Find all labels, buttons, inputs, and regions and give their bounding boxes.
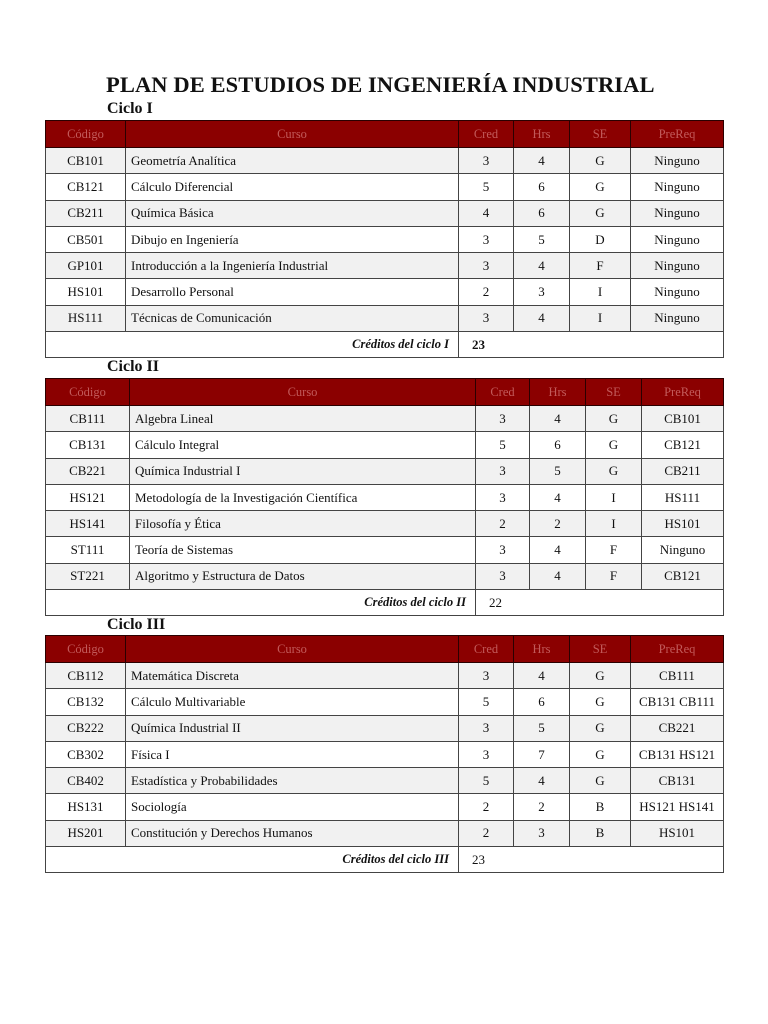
cred-cell: 3	[459, 226, 514, 252]
curso-cell: Introducción a la Ingeniería Industrial	[126, 253, 459, 279]
table-row	[46, 537, 724, 563]
codigo-cell: HS131	[46, 794, 126, 820]
se-cell: D	[570, 226, 631, 252]
se-cell: B	[570, 820, 631, 846]
credits-total-label: Créditos del ciclo I	[46, 332, 459, 358]
cred-cell: 2	[459, 794, 514, 820]
header-codigo: Código	[46, 379, 130, 406]
table-row	[46, 484, 724, 510]
codigo-cell: HS201	[46, 820, 126, 846]
prereq-cell: Ninguno	[631, 148, 724, 174]
se-cell: I	[570, 279, 631, 305]
se-cell: G	[586, 432, 642, 458]
curso-cell: Geometría Analítica	[126, 148, 459, 174]
hrs-cell: 4	[530, 406, 586, 432]
hrs-cell: 6	[514, 174, 570, 200]
table-row	[46, 820, 724, 846]
se-cell: I	[586, 484, 642, 510]
hrs-cell: 4	[530, 484, 586, 510]
curso-cell: Algoritmo y Estructura de Datos	[130, 563, 476, 589]
prereq-cell: CB131 HS121	[631, 741, 724, 767]
table-row	[46, 715, 724, 741]
curso-cell: Algebra Lineal	[130, 406, 476, 432]
prereq-cell: Ninguno	[631, 226, 724, 252]
prereq-cell: Ninguno	[631, 279, 724, 305]
codigo-cell: CB501	[46, 226, 126, 252]
header-cred: Cred	[476, 379, 530, 406]
ciclo-3-heading: Ciclo III	[107, 616, 166, 633]
table-row	[46, 148, 724, 174]
header-prereq: PreReq	[642, 379, 724, 406]
cred-cell: 4	[459, 200, 514, 226]
table-row	[46, 794, 724, 820]
hrs-cell: 6	[514, 200, 570, 226]
table-row	[46, 174, 724, 200]
table-row	[46, 432, 724, 458]
table-row	[46, 563, 724, 589]
header-curso: Curso	[130, 379, 476, 406]
se-cell: F	[570, 253, 631, 279]
curso-cell: Técnicas de Comunicación	[126, 305, 459, 331]
prereq-cell: CB101	[642, 406, 724, 432]
header-prereq: PreReq	[631, 636, 724, 663]
se-cell: G	[570, 148, 631, 174]
cred-cell: 5	[476, 432, 530, 458]
header-codigo: Código	[46, 121, 126, 148]
prereq-cell: HS121 HS141	[631, 794, 724, 820]
se-cell: G	[570, 174, 631, 200]
prereq-cell: Ninguno	[631, 253, 724, 279]
se-cell: G	[570, 768, 631, 794]
prereq-cell: Ninguno	[631, 174, 724, 200]
curso-cell: Constitución y Derechos Humanos	[126, 820, 459, 846]
header-se: SE	[570, 636, 631, 663]
se-cell: I	[570, 305, 631, 331]
prereq-cell: CB131	[631, 768, 724, 794]
cred-cell: 3	[459, 148, 514, 174]
curso-cell: Estadística y Probabilidades	[126, 768, 459, 794]
codigo-cell: CB132	[46, 689, 126, 715]
credits-total-row	[46, 847, 724, 873]
header-hrs: Hrs	[514, 121, 570, 148]
hrs-cell: 5	[530, 458, 586, 484]
codigo-cell: CB131	[46, 432, 130, 458]
cred-cell: 2	[459, 279, 514, 305]
prereq-cell: HS101	[642, 511, 724, 537]
table-header-row	[46, 121, 724, 148]
table-row	[46, 689, 724, 715]
page-title: PLAN DE ESTUDIOS DE INGENIERÍA INDUSTRIAL	[106, 72, 655, 97]
prereq-cell: HS111	[642, 484, 724, 510]
prereq-cell: Ninguno	[631, 200, 724, 226]
credits-total-label: Créditos del ciclo III	[46, 847, 459, 873]
ciclo-3-table	[45, 635, 724, 873]
cred-cell: 3	[459, 253, 514, 279]
curso-cell: Filosofía y Ética	[130, 511, 476, 537]
ciclo-1-table	[45, 120, 724, 358]
curso-cell: Desarrollo Personal	[126, 279, 459, 305]
hrs-cell: 4	[530, 537, 586, 563]
prereq-cell: Ninguno	[631, 305, 724, 331]
se-cell: G	[570, 715, 631, 741]
table-row	[46, 663, 724, 689]
header-se: SE	[586, 379, 642, 406]
se-cell: G	[570, 741, 631, 767]
codigo-cell: CB402	[46, 768, 126, 794]
hrs-cell: 2	[530, 511, 586, 537]
hrs-cell: 4	[514, 148, 570, 174]
credits-total-value: 23	[459, 847, 514, 873]
cred-cell: 3	[476, 484, 530, 510]
hrs-cell: 4	[514, 305, 570, 331]
cred-cell: 3	[459, 305, 514, 331]
header-hrs: Hrs	[514, 636, 570, 663]
hrs-cell: 5	[514, 715, 570, 741]
table-row	[46, 253, 724, 279]
prereq-cell: CB111	[631, 663, 724, 689]
header-curso: Curso	[126, 121, 459, 148]
se-cell: B	[570, 794, 631, 820]
prereq-cell: CB221	[631, 715, 724, 741]
se-cell: G	[586, 458, 642, 484]
table-header-row	[46, 636, 724, 663]
prereq-cell: HS101	[631, 820, 724, 846]
hrs-cell: 3	[514, 820, 570, 846]
codigo-cell: CB221	[46, 458, 130, 484]
hrs-cell: 5	[514, 226, 570, 252]
codigo-cell: HS121	[46, 484, 130, 510]
codigo-cell: HS101	[46, 279, 126, 305]
cred-cell: 3	[459, 741, 514, 767]
credits-total-row	[46, 590, 724, 616]
codigo-cell: CB112	[46, 663, 126, 689]
curso-cell: Química Industrial II	[126, 715, 459, 741]
hrs-cell: 4	[514, 253, 570, 279]
curso-cell: Química Básica	[126, 200, 459, 226]
cred-cell: 3	[476, 406, 530, 432]
prereq-cell: CB211	[642, 458, 724, 484]
header-cred: Cred	[459, 636, 514, 663]
hrs-cell: 6	[530, 432, 586, 458]
curso-cell: Física I	[126, 741, 459, 767]
hrs-cell: 4	[514, 768, 570, 794]
codigo-cell: CB211	[46, 200, 126, 226]
ciclo-1-heading: Ciclo I	[107, 100, 153, 117]
curso-cell: Matemática Discreta	[126, 663, 459, 689]
credits-total-value: 22	[476, 590, 530, 616]
codigo-cell: CB101	[46, 148, 126, 174]
hrs-cell: 3	[514, 279, 570, 305]
table-row	[46, 458, 724, 484]
curso-cell: Cálculo Integral	[130, 432, 476, 458]
codigo-cell: ST111	[46, 537, 130, 563]
codigo-cell: GP101	[46, 253, 126, 279]
header-prereq: PreReq	[631, 121, 724, 148]
se-cell: F	[586, 537, 642, 563]
curso-cell: Química Industrial I	[130, 458, 476, 484]
credits-total-filler	[530, 590, 724, 616]
table-row	[46, 406, 724, 432]
codigo-cell: CB222	[46, 715, 126, 741]
credits-total-filler	[514, 847, 724, 873]
cred-cell: 5	[459, 689, 514, 715]
ciclo-2-table	[45, 378, 724, 616]
se-cell: G	[570, 689, 631, 715]
cred-cell: 3	[459, 715, 514, 741]
table-row	[46, 768, 724, 794]
codigo-cell: CB121	[46, 174, 126, 200]
table-row	[46, 305, 724, 331]
credits-total-value: 23	[459, 332, 514, 358]
codigo-cell: CB302	[46, 741, 126, 767]
header-se: SE	[570, 121, 631, 148]
cred-cell: 2	[459, 820, 514, 846]
se-cell: G	[586, 406, 642, 432]
table-row	[46, 200, 724, 226]
hrs-cell: 6	[514, 689, 570, 715]
table-row	[46, 511, 724, 537]
header-curso: Curso	[126, 636, 459, 663]
credits-total-row	[46, 332, 724, 358]
cred-cell: 3	[476, 563, 530, 589]
hrs-cell: 7	[514, 741, 570, 767]
prereq-cell: CB121	[642, 563, 724, 589]
curso-cell: Dibujo en Ingeniería	[126, 226, 459, 252]
prereq-cell: CB121	[642, 432, 724, 458]
cred-cell: 3	[476, 537, 530, 563]
codigo-cell: CB111	[46, 406, 130, 432]
header-hrs: Hrs	[530, 379, 586, 406]
header-cred: Cred	[459, 121, 514, 148]
se-cell: G	[570, 663, 631, 689]
se-cell: I	[586, 511, 642, 537]
table-row	[46, 741, 724, 767]
cred-cell: 3	[476, 458, 530, 484]
curso-cell: Metodología de la Investigación Científica	[130, 484, 476, 510]
curso-cell: Cálculo Multivariable	[126, 689, 459, 715]
cred-cell: 5	[459, 174, 514, 200]
hrs-cell: 4	[530, 563, 586, 589]
se-cell: F	[586, 563, 642, 589]
ciclo-2-heading: Ciclo II	[107, 358, 159, 375]
prereq-cell: Ninguno	[642, 537, 724, 563]
cred-cell: 5	[459, 768, 514, 794]
header-codigo: Código	[46, 636, 126, 663]
credits-total-label: Créditos del ciclo II	[46, 590, 476, 616]
codigo-cell: HS111	[46, 305, 126, 331]
codigo-cell: HS141	[46, 511, 130, 537]
hrs-cell: 2	[514, 794, 570, 820]
table-row	[46, 279, 724, 305]
cred-cell: 3	[459, 663, 514, 689]
curso-cell: Teoría de Sistemas	[130, 537, 476, 563]
se-cell: G	[570, 200, 631, 226]
curso-cell: Sociología	[126, 794, 459, 820]
prereq-cell: CB131 CB111	[631, 689, 724, 715]
curso-cell: Cálculo Diferencial	[126, 174, 459, 200]
hrs-cell: 4	[514, 663, 570, 689]
credits-total-filler	[514, 332, 724, 358]
table-header-row	[46, 379, 724, 406]
cred-cell: 2	[476, 511, 530, 537]
table-row	[46, 226, 724, 252]
codigo-cell: ST221	[46, 563, 130, 589]
